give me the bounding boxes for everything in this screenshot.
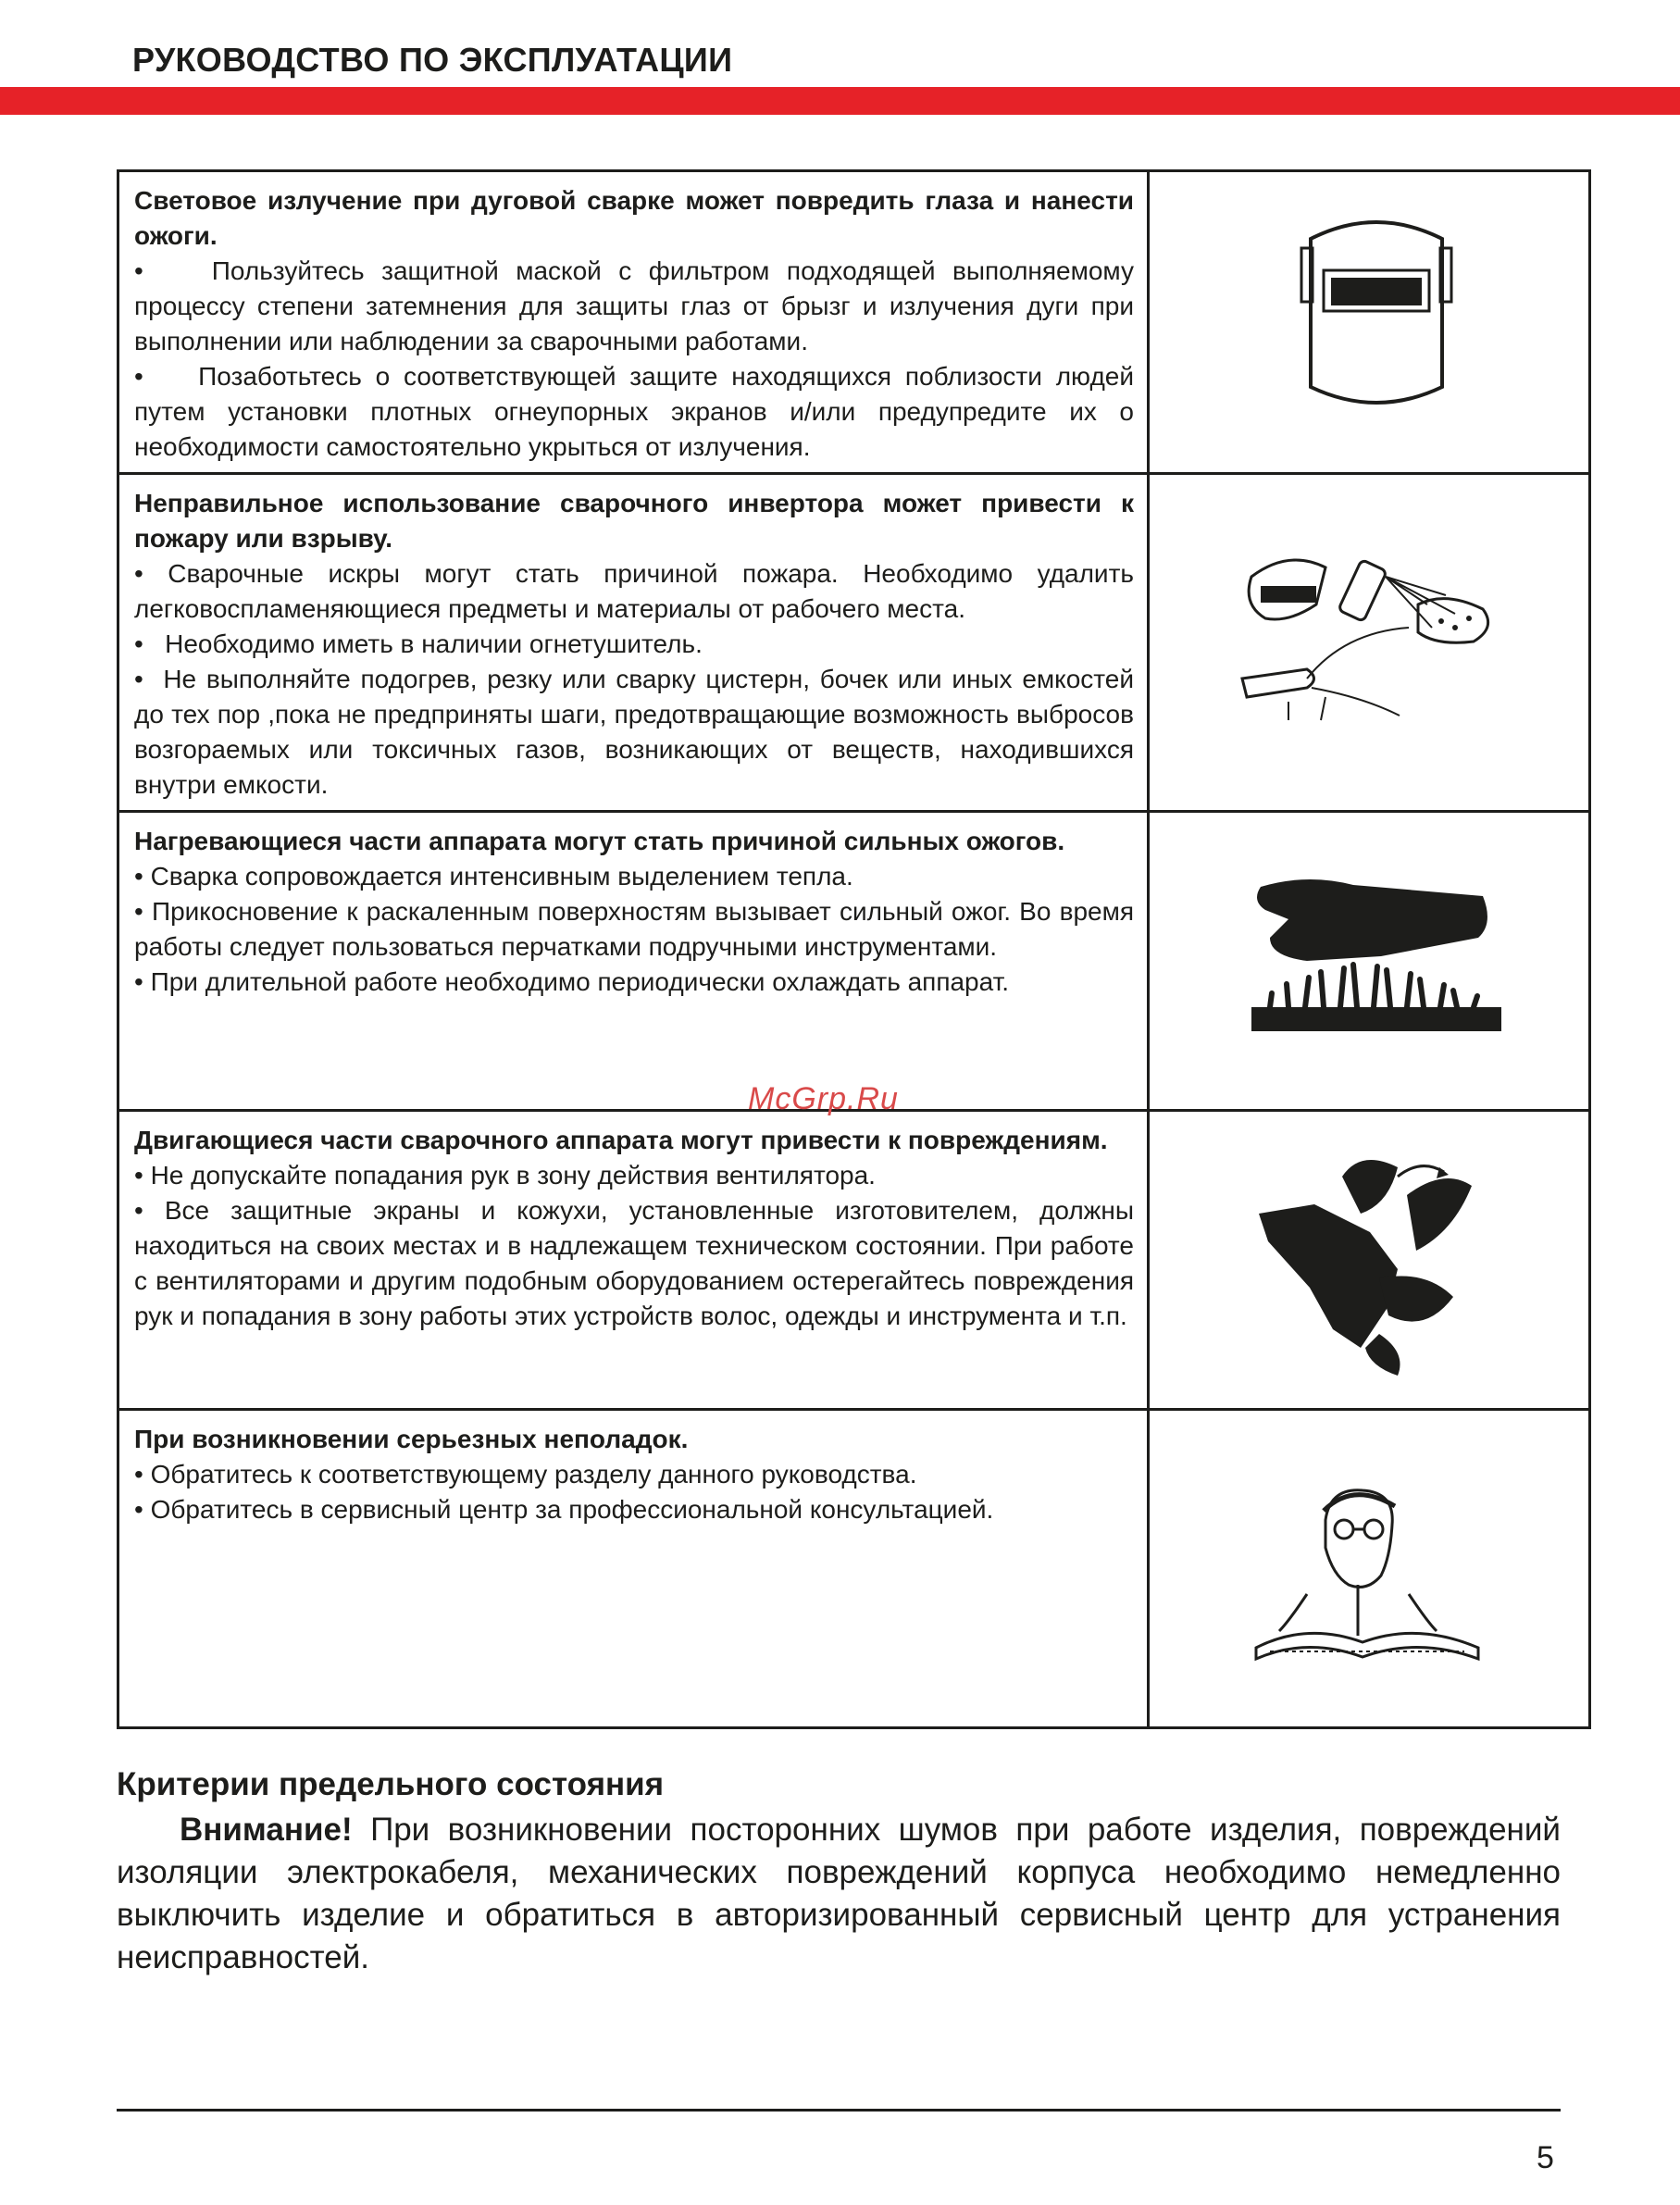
warning-title: Нагревающиеся части аппарата могут стать причиной сильных ожогов. — [134, 827, 1065, 855]
footer-divider — [117, 2109, 1561, 2112]
page-header-title: РУКОВОДСТВО ПО ЭКСПЛУАТАЦИИ — [132, 41, 733, 79]
table-row — [118, 812, 1590, 1111]
table-row — [118, 1111, 1590, 1410]
warning-icon-cell — [1149, 474, 1590, 812]
header-red-bar — [0, 87, 1680, 115]
warning-label: Внимание! — [180, 1812, 353, 1848]
warning-text-cell — [118, 171, 1149, 474]
warning-bullet: • Обратитесь к соответствующему разделу данного руководства. — [134, 1460, 917, 1489]
welding-mask-icon — [1298, 211, 1455, 415]
warning-bullet: • При длительной работе необходимо периодически охлаждать аппарат. — [134, 967, 1010, 996]
warning-bullet: • Сварка сопровождается интенсивным выделением тепла. — [134, 862, 853, 891]
warning-text-cell — [118, 1111, 1149, 1410]
warning-icon-cell — [1149, 812, 1590, 1111]
section-title: Критерии предельного состояния — [117, 1766, 665, 1802]
table-row — [118, 1410, 1590, 1728]
section-body — [117, 1809, 1561, 1979]
safety-warnings-table — [117, 169, 1591, 1729]
warning-bullet: • Пользуйтесь защитной маской с фильтром подходящей выполняемому процессу степени затемнения для защиты глаз от брызг и излучения дуги при выполнении или наблюдении за сварочными работами. — [134, 256, 1134, 355]
page-number: 5 — [1537, 2140, 1554, 2175]
warning-icon-cell — [1149, 1111, 1590, 1410]
fan-hand-icon — [1259, 1149, 1490, 1380]
warning-bullet: • Обратитесь в сервисный центр за профессиональной консультацией. — [134, 1495, 994, 1524]
warning-title: Двигающиеся части сварочного аппарата могут привести к повреждениям. — [134, 1126, 1108, 1154]
table-row — [118, 474, 1590, 812]
section-body-text: При возникновении посторонних шумов при работе изделия, повреждений изоляции электрокабеля, механических повреждений корпуса необходимо немедленно выключить изделие и обратиться в авторизированный сервисный центр для устранения неисправностей. — [117, 1812, 1561, 1975]
warning-text-cell — [118, 474, 1149, 812]
warning-bullet: • Прикосновение к раскаленным поверхностям вызывает сильный ожог. Во время работы следует пользоваться перчатками подручными инструментами. — [134, 897, 1134, 961]
read-manual-icon — [1251, 1483, 1501, 1668]
warning-title: Световое излучение при дуговой сварке может повредить глаза и нанести ожоги. — [134, 186, 1134, 250]
warning-icon-cell — [1149, 1410, 1590, 1728]
warning-text-cell — [118, 812, 1149, 1111]
warning-bullet: • Не допускайте попадания рук в зону действия вентилятора. — [134, 1161, 876, 1190]
warning-title: Неправильное использование сварочного инвертора может привести к пожару или взрыву. — [134, 489, 1134, 553]
table-row — [118, 171, 1590, 474]
warning-text-cell — [118, 1410, 1149, 1728]
warning-bullet: • Сварочные искры могут стать причиной пожара. Необходимо удалить легковоспламеняющиеся предметы и материалы от рабочего места. — [134, 559, 1134, 623]
fire-explosion-icon — [1233, 540, 1511, 725]
warning-bullet: • Позаботьтесь о соответствующей защите находящихся поблизости людей путем установки плотных огнеупорных экранов и/или предупредите их о необходимости самостоятельно укрыться от излучения. — [134, 362, 1134, 461]
warning-title: При возникновении серьезных неполадок. — [134, 1425, 689, 1453]
warning-icon-cell — [1149, 171, 1590, 474]
warning-bullet: • Необходимо иметь в наличии огнетушитель. — [134, 629, 703, 658]
warning-bullet: • Не выполняйте подогрев, резку или сварку цистерн, бочек или иных емкостей до тех пор ,пока не предприняты шаги, предотвращающие возможность выбросов возгораемых или токсичных газов, возникающих от веществ, находившихся внутри емкости. — [134, 665, 1134, 799]
watermark: McGrp.Ru — [748, 1081, 899, 1116]
warning-bullet: • Все защитные экраны и кожухи, установленные изготовителем, должны находиться на своих местах и в надлежащем техническом состоянии. При работе с вентиляторами и другим подобным оборудованием остерегайтесь повреждения рук и попадания в зону работы этих устройств волос, одежды и инструмента и т.п. — [134, 1196, 1134, 1330]
hot-surface-hand-icon — [1251, 868, 1501, 1035]
